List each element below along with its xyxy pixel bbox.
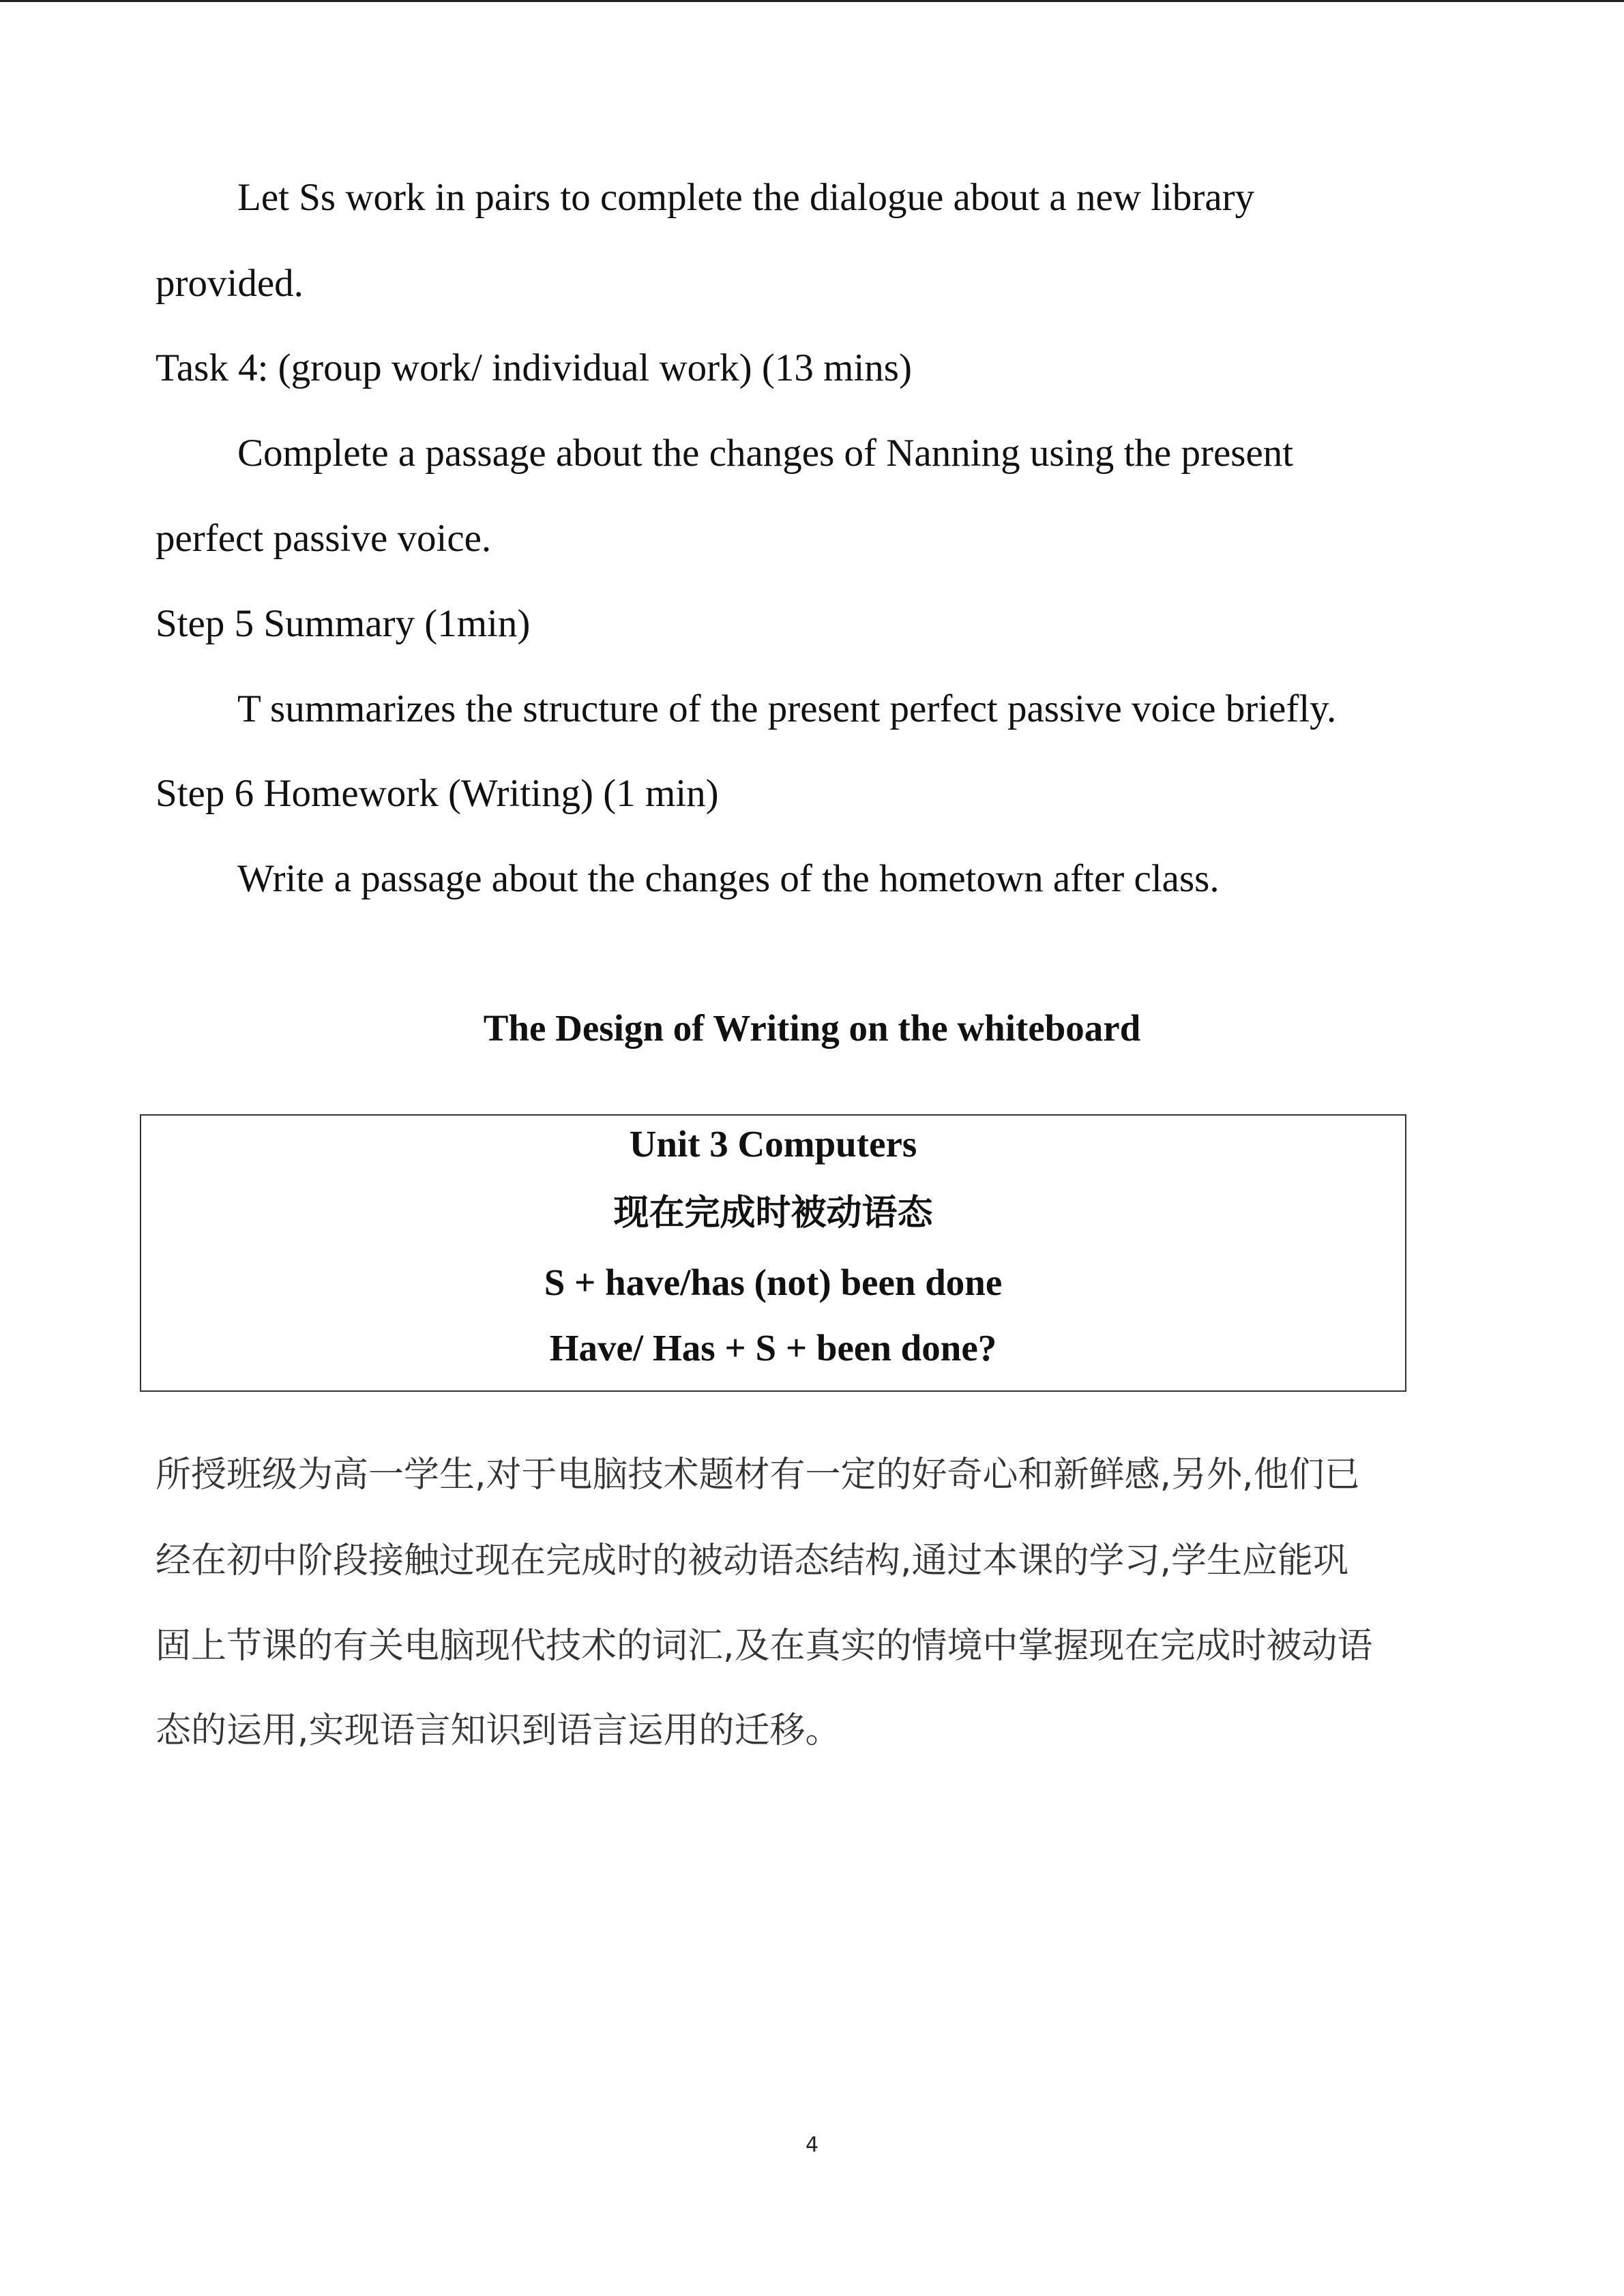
body-line-homework: Write a passage about the changes of the hometown after class. — [237, 857, 1220, 900]
step-6-heading: Step 6 Homework (Writing) (1 min) — [156, 772, 719, 815]
task-4-heading: Task 4: (group work/ individual work) (13 mins) — [156, 346, 912, 389]
body-line-passive-voice: perfect passive voice. — [156, 517, 492, 560]
analysis-line-4: 态的运用,实现语言知识到语言运用的迁移。 — [156, 1710, 841, 1751]
whiteboard-box — [140, 1114, 1406, 1392]
whiteboard-structure-question: Have/ Has + S + been done? — [549, 1327, 997, 1369]
analysis-line-1: 所授班级为高一学生,对于电脑技术题材有一定的好奇心和新鲜感,另外,他们已 — [156, 1455, 1360, 1495]
body-line-summary: T summarizes the structure of the present perfect passive voice briefly. — [237, 687, 1337, 730]
whiteboard-structure-affirmative: S + have/has (not) been done — [544, 1262, 1003, 1303]
body-line-complete-passage: Complete a passage about the changes of Nanning using the present — [237, 432, 1294, 475]
page-top-border — [0, 0, 1624, 2]
step-5-heading: Step 5 Summary (1min) — [156, 602, 531, 645]
body-line-provided: provided. — [156, 262, 304, 305]
whiteboard-subtitle: 现在完成时被动语态 — [613, 1193, 933, 1234]
analysis-line-2: 经在初中阶段接触过现在完成时的被动语态结构,通过本课的学习,学生应能巩 — [156, 1540, 1349, 1581]
analysis-line-3: 固上节课的有关电脑现代技术的词汇,及在真实的情境中掌握现在完成时被动语 — [156, 1626, 1373, 1667]
page-number: 4 — [805, 2133, 819, 2157]
body-line-pair-work: Let Ss work in pairs to complete the dialogue about a new library — [237, 176, 1255, 219]
section-heading: The Design of Writing on the whiteboard — [483, 1007, 1141, 1049]
whiteboard-title: Unit 3 Computers — [629, 1123, 917, 1165]
